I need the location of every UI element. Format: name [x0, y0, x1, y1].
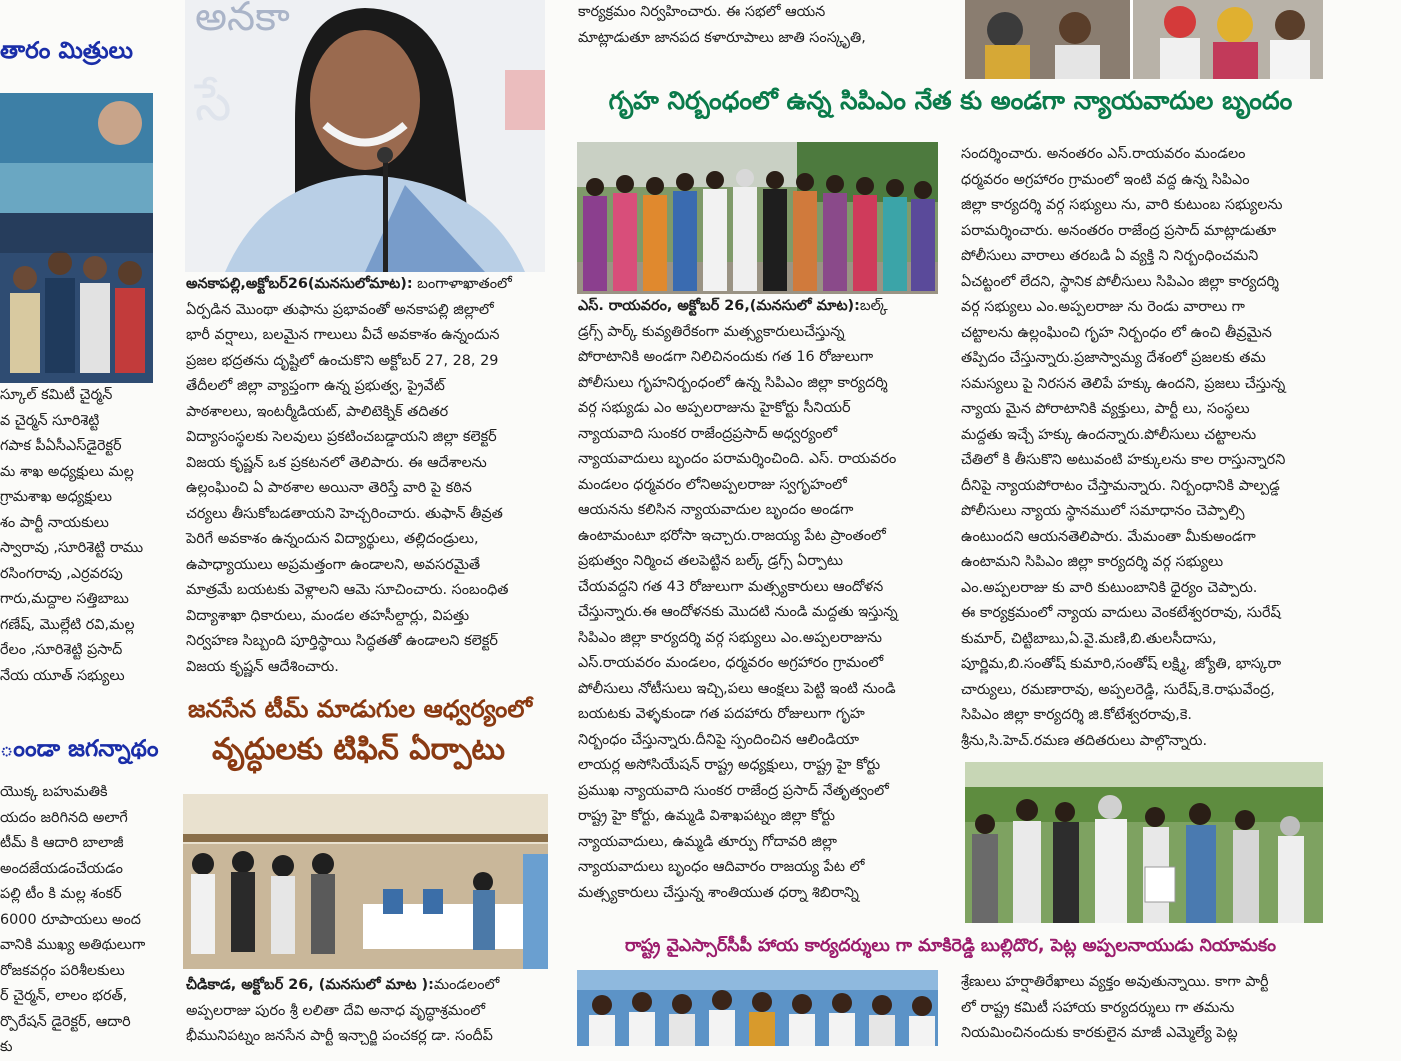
text-line: కుమార్, చిట్టిబాబు,ఏ.వై.మణి,బి.తులసీదాసు,	[961, 630, 1217, 647]
text-line: ఉల్లంఘించి ఏ పాఠశాల అయినా తెరిస్తే వారి పై కఠిన	[186, 480, 472, 496]
text-line: వ చైర్మన్ సూరిశెట్టి	[0, 412, 100, 429]
text-line: మత్స్యకారులు చేస్తున్న శాంతియుత ధర్నా శిబిరాన్ని	[578, 884, 859, 901]
text-line: లాయర్ల అసోసియేషన్ రాష్ట్ర అధ్యక్షులు, రాష్ట్ర హై కోర్టు	[578, 757, 881, 773]
text-line: న్యాయవాదులు, ఉమ్మడి తూర్పు గోదావరి జిల్లా	[578, 833, 837, 850]
col1-text-bottom	[0, 780, 153, 1055]
text-line: ఉపాధ్యాయులు అప్రమత్తంగా ఉండాలని, అవసరమైతే	[186, 556, 481, 573]
text-line: పోరాటానికి అండగా నిలిచినందుకు గత 16 రోజులుగా	[578, 349, 874, 365]
text-line: పాఠశాలలు, ఇంటర్మీడియట్, పాలిటెక్నిక్ తదితర	[186, 403, 449, 420]
text-line: బయటకు వెళ్ళకుండా గత పదహారు రోజులుగా గృహ	[578, 706, 865, 722]
text-line: ఎస్.రాయవరం మండలం, ధర్మవరం అగ్రహారం గ్రామంలో	[578, 655, 884, 671]
svg-text:అనకా: అనకా	[195, 0, 290, 40]
text-line: విజయ కృష్ణన్ ఆదేశించారు.	[186, 658, 339, 675]
col3-top-text	[578, 0, 938, 52]
lawyers-headline: గృహ నిర్బంధంలో ఉన్న సిపిఎం నేత కు అండగా న్యాయవాదుల బృందం	[608, 86, 1293, 115]
article2-body	[186, 999, 548, 1050]
text-line: పోలీసులు నోటీసులు ఇచ్చి,పలు ఆంక్షలు పెట్టి ఇంటి నుండి	[578, 680, 896, 697]
text-line: సిపిఎం జిల్లా కార్యదర్శి వర్గ సభ్యులు ఎం.అప్పలరాజును	[578, 629, 883, 646]
text-line: మాట్లాడుతూ జానపద కళారూపాలు జాతి సంస్కృతి,	[578, 29, 866, 46]
text-line: ఈ కార్యక్రమంలో న్యాయ వాదులు వెంకటేశ్వరరావు, సురేష్	[961, 605, 1281, 621]
text-line: సందర్శించారు. అనంతరం ఎస్.రాయవరం మండలం	[961, 146, 1246, 162]
article1-first-line: బంగాళాఖాతంలో	[412, 276, 512, 292]
text-line: న్యాయవాది సుంకర రాజేంద్రప్రసాద్ అధ్వర్యంలో	[578, 425, 838, 442]
lawyers-meeting-photo	[965, 762, 1323, 923]
article2-text	[186, 973, 548, 1046]
text-line: గ్రామశాఖ అధ్యక్షులు	[0, 489, 113, 505]
article2-dateline: చీడికాడ, అక్టోబర్ 26, (మనసులో మాట ):	[186, 977, 434, 993]
text-line: టీమ్ కి ఆదారి బాలాజీ	[0, 835, 124, 851]
text-line: రేలం ,సూరిశెట్టి ప్రసాద్	[0, 642, 123, 658]
text-line: యొక్క బహుమతికి	[0, 784, 108, 800]
article2-first-line: మండలంలో	[433, 977, 500, 993]
text-line: కు	[0, 1039, 13, 1055]
col3-article-text	[578, 294, 938, 910]
text-line: గారు,మద్దాల సత్తిబాబు	[0, 591, 129, 607]
text-line: ఉంటామంటూ భరోసా ఇచ్చారు.రాజయ్య పేట ప్రాంతంలో	[578, 527, 886, 544]
text-line: ఏచట్టంలో లేదని, స్థానిక పోలీసులు సిపిఎం జిల్లా కార్యదర్శి	[961, 273, 1279, 290]
text-line: రోజకవర్గం పరిశీలకులు	[0, 962, 125, 979]
text-line: యదం జరిగినది అలాగే	[0, 809, 128, 826]
text-line: శం పార్టీ నాయకులు	[0, 514, 109, 531]
text-line: చట్టాలను ఉల్లంఘించి గృహ నిర్బంధం లో ఉంచి తీవ్రమైన	[961, 324, 1272, 341]
text-line: 6000 రూపాయలు అంద	[0, 911, 141, 928]
text-line: పరామర్శించారు. అనంతరం రాజేంద్ర ప్రసాద్ మాట్లాడుతూ	[961, 222, 1277, 239]
janasena-headline-line1: జనసేన టీమ్ మాడుగుల ఆధ్వర్యంలో	[188, 695, 533, 723]
text-line: ప్రముఖ న్యాయవాది సుంకర రాజేంద్ర ప్రసాద్ నేతృత్వంలో	[578, 782, 889, 799]
article1-body	[186, 298, 546, 681]
text-line: మ శాఖ అధ్యక్షులు మల్ల	[0, 463, 134, 480]
text-line: సిపిఎం జిల్లా కార్యదర్శి జి.కోటేశ్వరరావు,కె.	[961, 707, 1192, 723]
text-line: పోలీసులు న్యాయ స్థానములో సమాధానం చెప్పాల్సి	[961, 503, 1245, 519]
folk-artists-photo	[965, 0, 1323, 79]
text-line: నేయ యూత్ సభ్యులు	[0, 667, 125, 684]
text-line: మండలం ధర్మవరం లోనిఅప్పలరాజు స్వగృహంలో	[578, 476, 847, 493]
text-line: న్యాయవాదులు బృందం పరామర్శించింది. ఎస్. రాయవరం	[578, 451, 897, 467]
text-line: విద్యాసంస్థలకు సెలవులు ప్రకటించబడ్డాయని జిల్లా కలెక్టర్	[186, 429, 497, 445]
text-line: పోలీసులు గృహనిర్బంధంలో ఉన్న సిపిఎం జిల్లా కార్యదర్శి	[578, 374, 888, 391]
collector-portrait-photo	[185, 0, 545, 272]
text-line: వర్గ సభ్యులు ఎం.అప్పలరాజు ను రెండు వారాలు గా	[961, 299, 1245, 315]
text-line: చేస్తున్నారు.ఈ ఆందోళనకు మొదటి నుండి మద్దతు ఇస్తున్న	[578, 604, 898, 620]
janasena-headline-line2: వృద్ధులకు టిఫిన్ ఏర్పాటు	[212, 732, 506, 767]
text-line: భీమునిపట్నం జనసేన పార్టీ ఇన్చార్జి పంచకర్ల డా. సందీప్	[186, 1028, 493, 1044]
article1-text	[186, 272, 546, 680]
text-line: మాత్రమే బయటకు వెళ్లాలని ఆమె సూచించారు. సంబంధిత	[186, 582, 509, 598]
text-line: చేతిలో కి తీసుకొని అటువంటి హక్కులను కాల రాస్తున్నారని	[961, 452, 1286, 468]
text-line: డ్రగ్స్ పార్క్ కువ్యతిరేకంగా మత్స్యకారులుచేస్తున్న	[578, 323, 845, 340]
text-line: గణేష్, మొల్లేటి రవి,మల్ల	[0, 616, 135, 633]
text-line: ఉంటుందని ఆయనతెలిపారు. మేమంతా మీకుఅండగా	[961, 528, 1256, 545]
text-line: ఆయనను కలిసిన న్యాయవాదుల బృందం అండగా	[578, 502, 854, 518]
text-line: న్యాయవాదులు బృంధం ఆదివారం రాజయ్య పేట లో	[578, 859, 865, 875]
text-line: పోలీసులు వారాలు తరబడి ఏ వ్యక్తి ని నిర్బంధించమని	[961, 248, 1259, 264]
text-line: రాష్ట్ర హై కోర్టు, ఉమ్మడి విశాఖపట్నం జిల్లా కోర్టు	[578, 808, 836, 824]
col4-bottom-text	[961, 970, 1323, 1046]
text-line: న్యాయ మైన పోరాటానికి వ్యక్తులు, పార్టీ లు, సంస్థలు	[961, 401, 1250, 417]
text-line: నిర్వహణ సిబ్బంది పూర్తిస్థాయి సిద్ధతతో ఉండాలని కలెక్టర్	[186, 633, 498, 649]
text-line: దీనిపై న్యాయపోరాటం చేస్తామన్నారు. నిర్బంధానికి పాల్పడ్డ	[961, 477, 1280, 494]
text-line: వానికి ముఖ్య అతిథులుగా	[0, 937, 146, 953]
text-line: మద్దతు ఇచ్చే హక్కు ఉందన్నారు.పోలీసులు చట్టాలను	[961, 426, 1257, 443]
text-line: చర్యలు తీసుకోబడతాయని హెచ్చరించారు. తుఫాన్ తీవ్రత	[186, 505, 503, 522]
text-line: ప్రజల భద్రతను దృష్టిలో ఉంచుకొని అక్టోబర్ 27, 28, 29	[186, 352, 499, 369]
text-line: అందజేయడంచేయడం	[0, 860, 123, 877]
text-line: జిల్లా కార్యదర్శి వర్గ సభ్యులు ను, వారి కుటుంబ సభ్యులను	[961, 197, 1283, 213]
text-line: కార్యక్రమం నిర్వహించారు. ఈ సభలో ఆయన	[578, 4, 826, 20]
text-line: అప్పలరాజు పురం శ్రీ లలితా దేవి అనాధ వృద్ధాశ్రమంలో	[186, 1002, 486, 1019]
col3-dateline: ఎస్. రాయవరం, అక్టోబర్ 26,(మనసులో మాట):	[578, 298, 860, 314]
text-line: వర్గ సభ్యుడు ఎం అప్పలరాజును హైకోర్టు సీనియర్	[578, 400, 851, 416]
text-line: రసింగరావు ,ఎర్రవరపు	[0, 565, 123, 582]
text-line: ఉంటామని సిపిఎం జిల్లా కార్యదర్శి వర్గ సభ్యులు	[961, 554, 1224, 570]
col1-heading-bottom: ంండా జగన్నాథం	[0, 736, 159, 762]
janasena-tiffin-photo	[183, 794, 548, 969]
text-line: సమస్యలు పై నిరసన తెలిపే హక్కు ఉందని, ప్రజలు చేస్తున్న	[961, 375, 1286, 392]
text-line: ప్రభుత్వం నిర్మించ తలపెట్టిన బల్క్ డ్రగ్స్ ఏర్పాటు	[578, 553, 843, 569]
text-line: చార్యులు, రమణారావు, అప్పలరెడ్డి, సురేష్,కె.రాఘవేంద్ర,	[961, 681, 1275, 698]
text-line: భారీ వర్షాలు, బలమైన గాలులు వీచే అవకాశం ఉన్నందున	[186, 327, 500, 343]
text-line: ర్పొరేషన్ డైరెక్టర్, ఆదారి	[0, 1013, 131, 1030]
article1-dateline: అనకాపల్లి,అక్టోబర్26(మనసులోమాట):	[186, 276, 413, 292]
svg-text:సే: సే	[195, 73, 232, 133]
text-line: పూర్ణిమ,బి.సంతోష్ కుమారి,సంతోష్ లక్ష్మి, జ్యోతి, భాస్కరా	[961, 656, 1282, 672]
ysrcp-group-photo	[577, 970, 938, 1046]
text-line: గపాక పీఏసీఎస్‌డైరెక్టర్	[0, 438, 122, 454]
text-line: విద్యాశాఖా ధికారులు, మండల తహసీల్దార్లు, విపత్తు	[186, 607, 470, 624]
col1-heading-top: తారం మిత్రులు	[0, 38, 133, 64]
sports-team-photo	[0, 93, 153, 383]
lawyers-group-photo	[577, 142, 938, 294]
text-line: ర్ చైర్మన్, లాలం భరత్,	[0, 988, 128, 1004]
ysrcp-headline: రాష్ట్ర వైఎస్సార్‌సీపీ హాయ కార్యదర్శులు గా మాకిరెడ్డి బుల్లిదొర, పెట్ల అప్పలనాయుడు నియామకం	[624, 936, 1277, 956]
text-line: పల్లి టీం కి మల్ల శంకర్	[0, 886, 122, 902]
col1-text-mid	[0, 383, 153, 693]
text-line: విజయ కృష్ణన్ ఒక ప్రకటనలో తెలిపారు. ఈ ఆదేశాలను	[186, 454, 487, 471]
text-line: ఎం.అప్పలరాజు కు వారి కుటుంబానికి ధైర్యం చెప్పారు.	[961, 579, 1258, 596]
text-line: స్వారావు ,సూరిశెట్టి రాము	[0, 540, 144, 556]
text-line: స్కూల్ కమిటీ చైర్మన్	[0, 387, 113, 403]
col4-text	[961, 142, 1323, 758]
text-line: తప్పిదం చేస్తున్నారు.ప్రజాస్వామ్య దేశంలో ప్రజలకు తమ	[961, 350, 1266, 366]
text-line: పెరిగే అవకాశం ఉన్నందున విద్యార్థులు, తల్లిదండ్రులు,	[186, 531, 479, 547]
text-line: లో రాష్ట్ర కమిటీ సహాయ కార్యదర్శులు గా తమను	[961, 999, 1235, 1016]
col3-body	[578, 320, 938, 907]
text-line: ఏర్పడిన మొంథా తుఫాను ప్రభావంతో అనకాపల్లి జిల్లాలో	[186, 301, 494, 318]
text-line: శ్రీను,సి.హెచ్.రమణ తదితరులు పాల్గొన్నారు.	[961, 732, 1208, 749]
text-line: శ్రేణులు హర్షాతిరేఖాలు వ్యక్తం అవుతున్నాయి. కాగా పార్టీ	[961, 974, 1269, 990]
text-line: ధర్మవరం అగ్రహారం గ్రామంలో ఇంటి వద్ద ఉన్న సిపిఎం	[961, 171, 1250, 188]
col3-first-tail: బల్క్	[859, 298, 888, 314]
text-line: తేదీలలో జిల్లా వ్యాప్తంగా ఉన్న ప్రభుత్వ, ప్రైవేట్	[186, 378, 445, 394]
text-line: నిర్బంధం చేస్తున్నారు.దీనిపై స్పందించిన ఆలిండియా	[578, 731, 860, 748]
text-line: నియమించినందుకు కారకులైన మాజీ ఎమ్మెల్యే పెట్ల	[961, 1025, 1238, 1041]
text-line: చేయవద్దని గత 43 రోజులుగా మత్స్యకారులు ఆందోళన	[578, 578, 884, 595]
